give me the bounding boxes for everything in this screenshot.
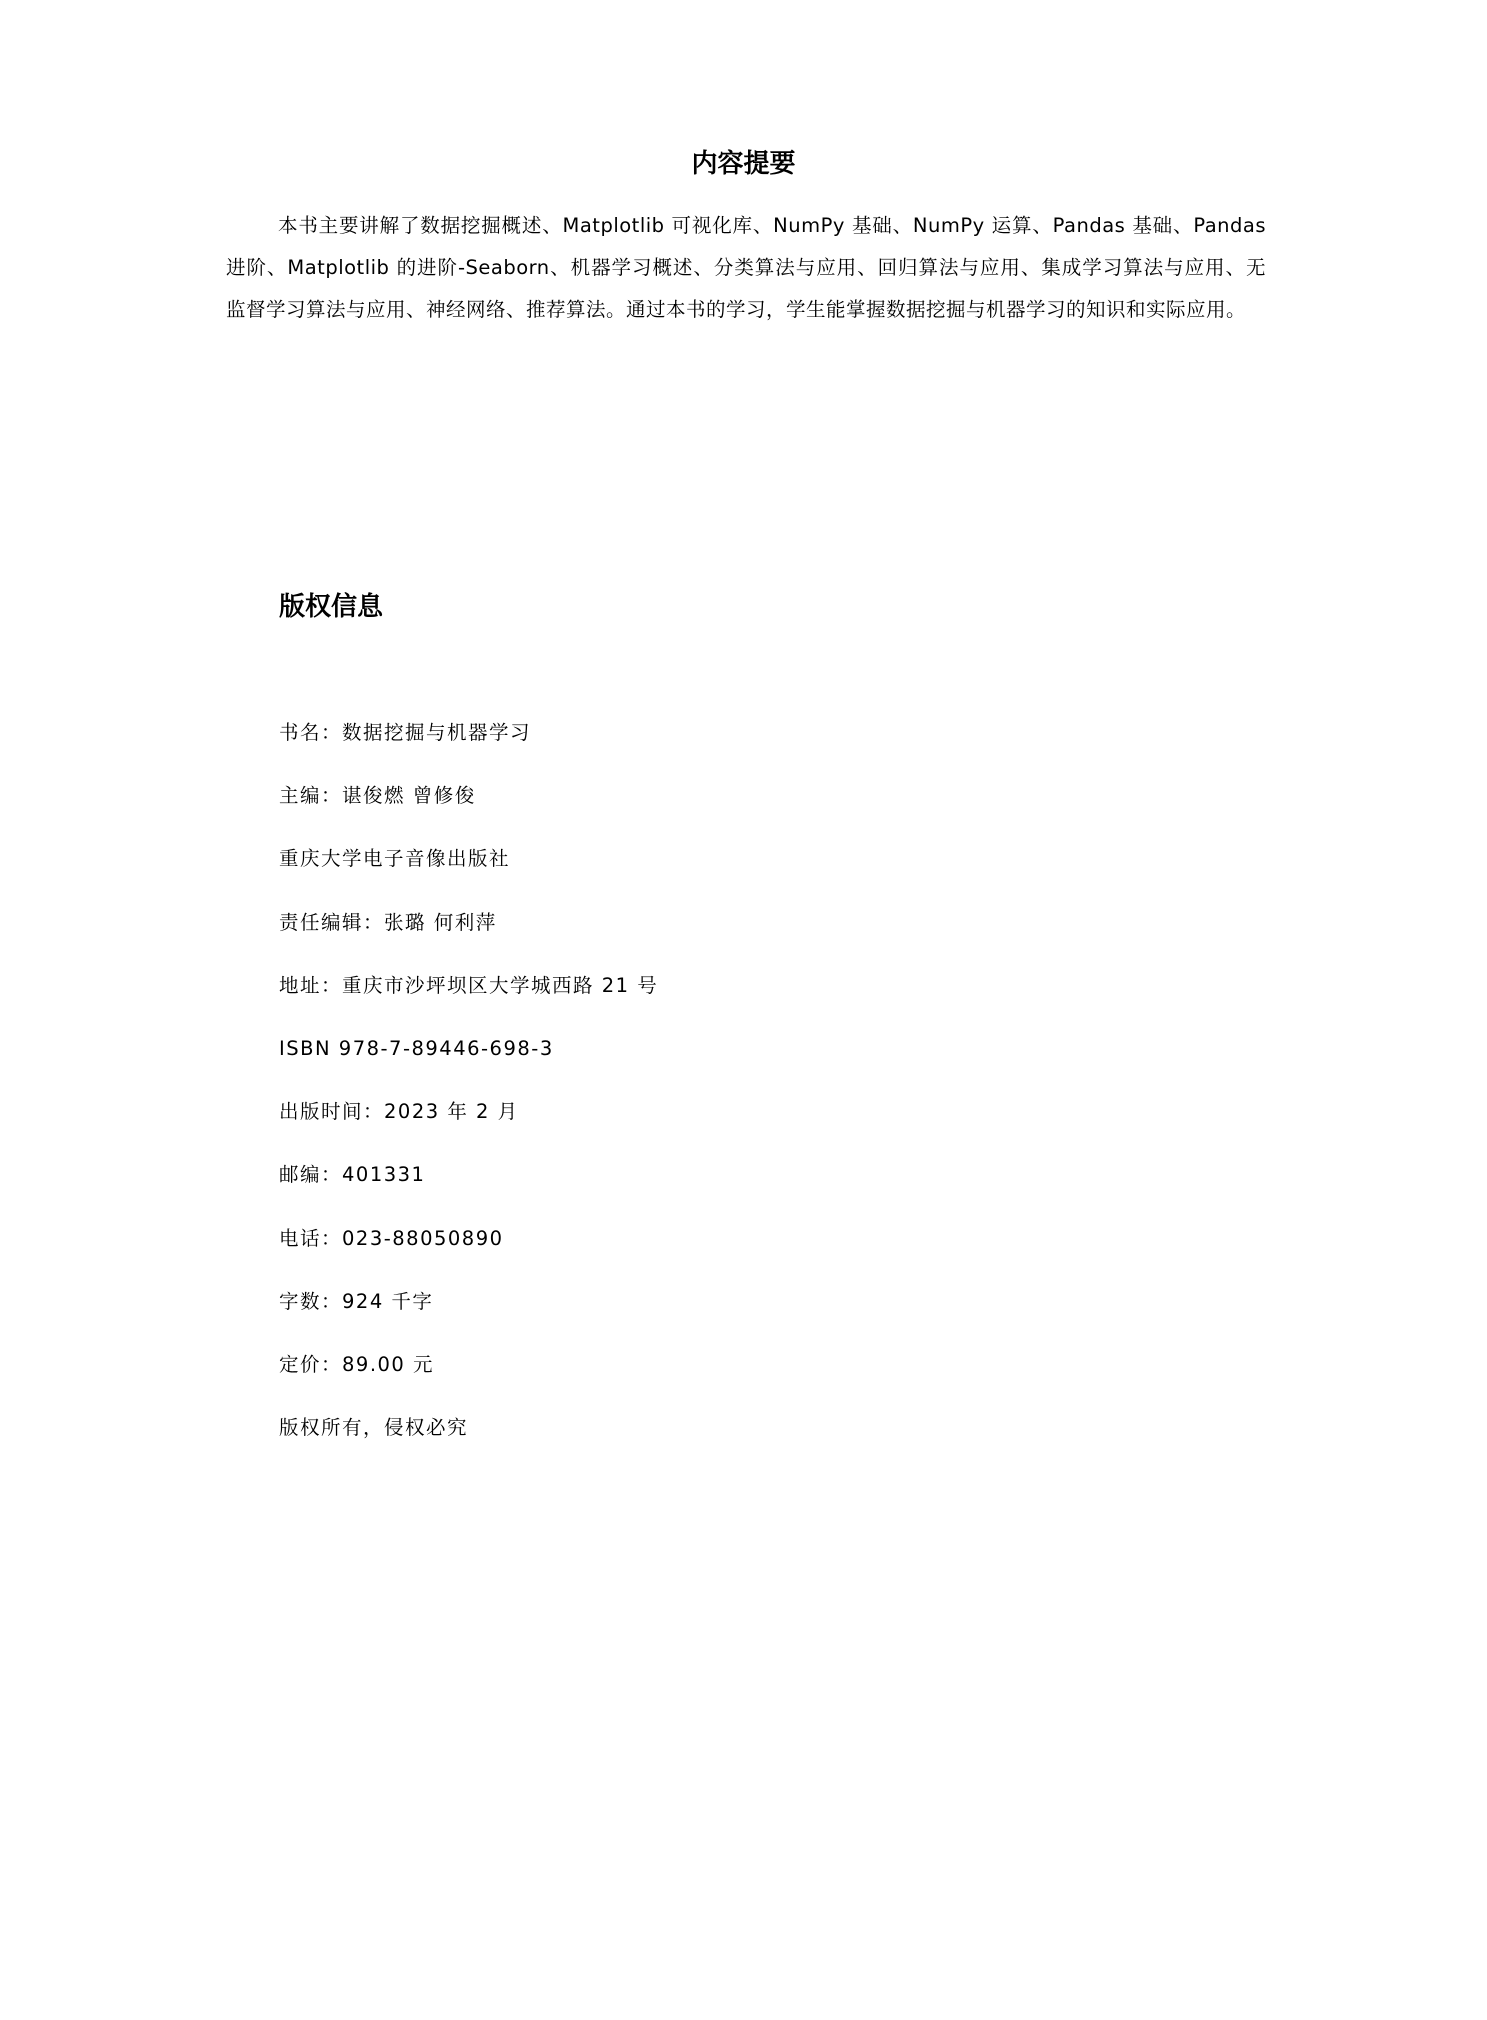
address-line: 地址：重庆市沙坪坝区大学城西路 21 号	[279, 973, 659, 997]
rights-reserved-line: 版权所有，侵权必究	[279, 1416, 469, 1440]
price-line: 定价：89.00 元	[279, 1352, 435, 1376]
copyright-info-list	[279, 713, 658, 1471]
copyright-title: 版权信息	[279, 592, 384, 622]
postcode-line: 邮编：401331	[279, 1163, 426, 1187]
summary-paragraph: 本书主要讲解了数据挖掘概述、Matplotlib 可视化库、NumPy 基础、NumPy 运算、Pandas 基础、Pandas 进阶、Matplotlib 的进阶-Seaborn、机器学习概述、分类算法与应用、回归算法与应用、集成学习算法与应用、无监督学习算法与应用、神经网络、推荐算法。通过本书的学习，学生能掌握数据挖掘与机器学习的知识和实际应用。	[226, 214, 1266, 321]
book-title-line: 书名：数据挖掘与机器学习	[279, 721, 532, 744]
chief-editors-line: 主编：谌俊燃 曾修俊	[279, 784, 476, 808]
isbn-line: ISBN 978-7-89446-698-3	[279, 1036, 554, 1060]
responsible-editors-line: 责任编辑：张璐 何利萍	[279, 910, 497, 934]
publisher-line: 重庆大学电子音像出版社	[279, 847, 511, 871]
phone-line: 电话：023-88050890	[279, 1226, 504, 1250]
word-count-line: 字数：924 千字	[279, 1289, 434, 1313]
publication-date-line: 出版时间：2023 年 2 月	[279, 1100, 519, 1124]
summary-title: 内容提要	[691, 149, 796, 179]
